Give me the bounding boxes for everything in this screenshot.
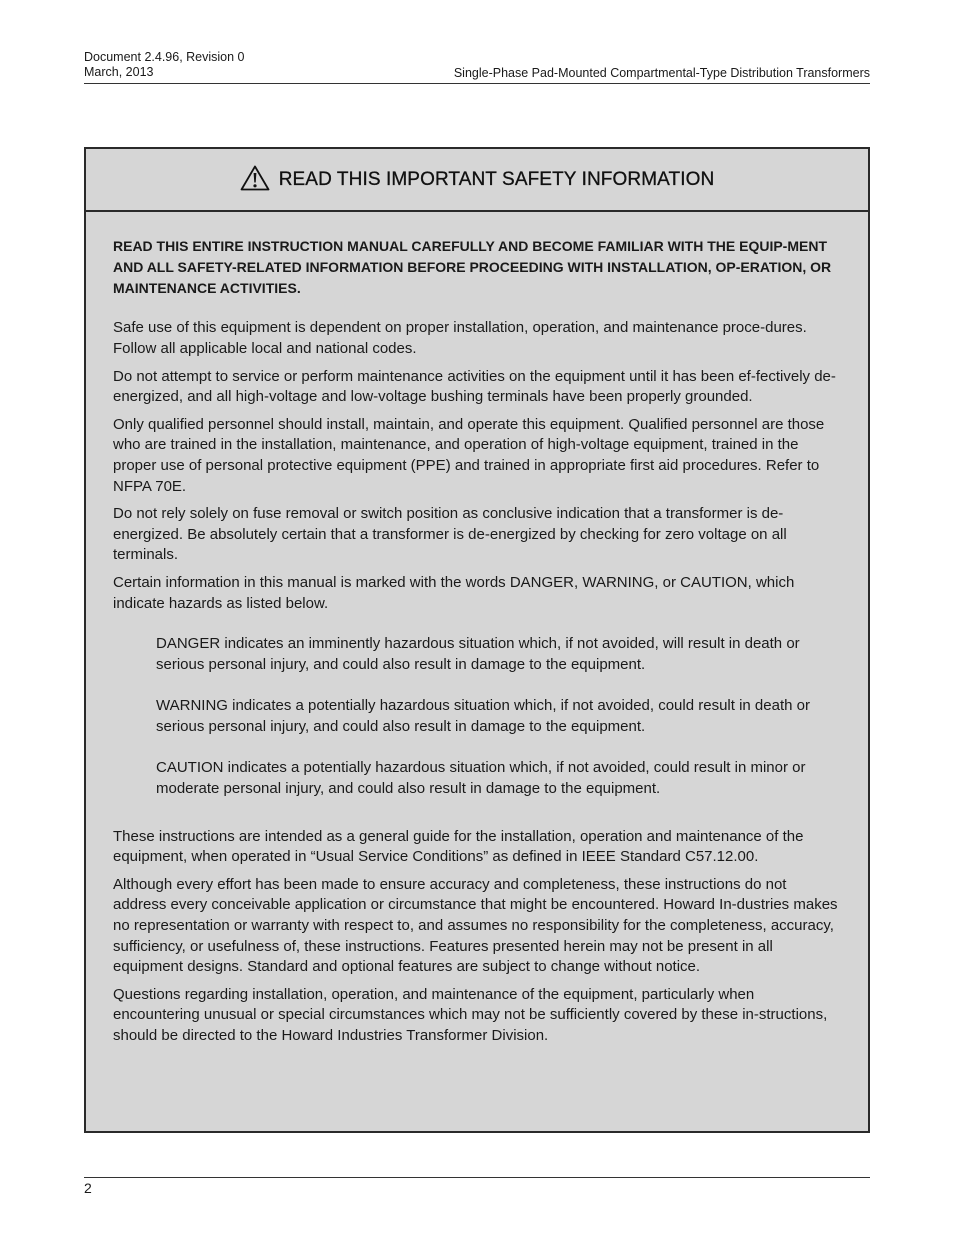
- hazard-text: indicates an imminently hazardous situation which, if not avoided, will result in death or serious personal injury, and could also result in damage to the equipment.: [156, 635, 800, 673]
- hazard-warning: [156, 696, 842, 737]
- safety-information-box: [84, 147, 870, 1133]
- paragraph: Do not attempt to service or perform maintenance activities on the equipment until it has been ef-fectively de-energized, and all high-voltage and low-voltage bushing terminals have been properly grounded.: [113, 367, 836, 406]
- document-date: March, 2013: [84, 65, 154, 79]
- paragraph: Safe use of this equipment is dependent on proper installation, operation, and maintenance proce-dures. Follow all applicable local and national codes.: [113, 319, 807, 357]
- hazard-word-warning: WARNING: [156, 697, 228, 715]
- paragraph: Although every effort has been made to ensure accuracy and completeness, these instructions do not address every conceivable application or circumstance that might be encountered. Howard In-dustries makes no representation or warranty with respect to, and assumes no responsibility for the completeness, accuracy, sufficiency, or usefulness of, these instructions. Features presented herein may not be present in all equipment designs. Standard and optional features are subject to change without notice.: [113, 875, 838, 976]
- safety-box-header: [86, 149, 868, 212]
- safety-heading: READ THIS IMPORTANT SAFETY INFORMATION: [278, 168, 715, 190]
- hazard-word-danger: DANGER: [156, 635, 221, 653]
- page-number: 2: [84, 1180, 92, 1196]
- lead-warning: READ THIS ENTIRE INSTRUCTION MANUAL CAREFULLY AND BECOME FAMILIAR WITH THE EQUIP-MENT AND ALL SAFETY-RELATED INFORMATION BEFORE PROCEEDING WITH INSTALLATION, OP-ERATION, OR MAINTENANCE ACTIVITIES.: [113, 238, 832, 296]
- page-header: [84, 49, 870, 84]
- safety-box-body: [86, 212, 868, 1047]
- hazard-text: indicates a potentially hazardous situation which, if not avoided, could result in death or serious personal injury, and could also result in damage to the equipment.: [156, 697, 810, 735]
- paragraph: Do not rely solely on fuse removal or switch position as conclusive indication that a transformer is de-energized. Be absolutely certain that a transformer is de-energized by checking for zero voltage on all terminals.: [113, 505, 787, 564]
- warning-triangle-icon: [240, 165, 270, 191]
- paragraph: Certain information in this manual is marked with the words DANGER, WARNING, or CAUTION, which indicate hazards as listed below.: [113, 573, 795, 612]
- hazard-definitions: [156, 634, 842, 800]
- hazard-caution: [156, 758, 842, 799]
- hazard-word-caution: CAUTION: [156, 759, 224, 777]
- paragraph: Only qualified personnel should install, maintain, and operate this equipment. Qualified personnel are those who are trained in the installation, maintenance, and operation of high-voltage equipment, trained in the proper use of personal protective equipment (PPE) and trained in appropriate first aid procedures. Refer to NFPA 70E.: [113, 415, 825, 495]
- paragraph: Questions regarding installation, operation, and maintenance of the equipment, particularly when encountering unusual or special circumstances which may not be sufficiently covered by these in-structions, should be directed to the Howard Industries Transformer Division.: [113, 985, 828, 1045]
- paragraph: These instructions are intended as a general guide for the installation, operation and maintenance of the equipment, when operated in “Usual Service Conditions” as defined in IEEE Standard C57.12.00.: [113, 827, 804, 866]
- document-info: [84, 50, 245, 80]
- hazard-text: indicates a potentially hazardous situation which, if not avoided, could result in minor or moderate personal injury, and could also result in damage to the equipment.: [156, 759, 806, 798]
- document-revision: Document 2.4.96, Revision 0: [84, 50, 245, 64]
- page-footer: [84, 1177, 870, 1196]
- running-title: Single-Phase Pad-Mounted Compartmental-Type Distribution Transformers: [453, 66, 870, 80]
- hazard-danger: [156, 634, 842, 675]
